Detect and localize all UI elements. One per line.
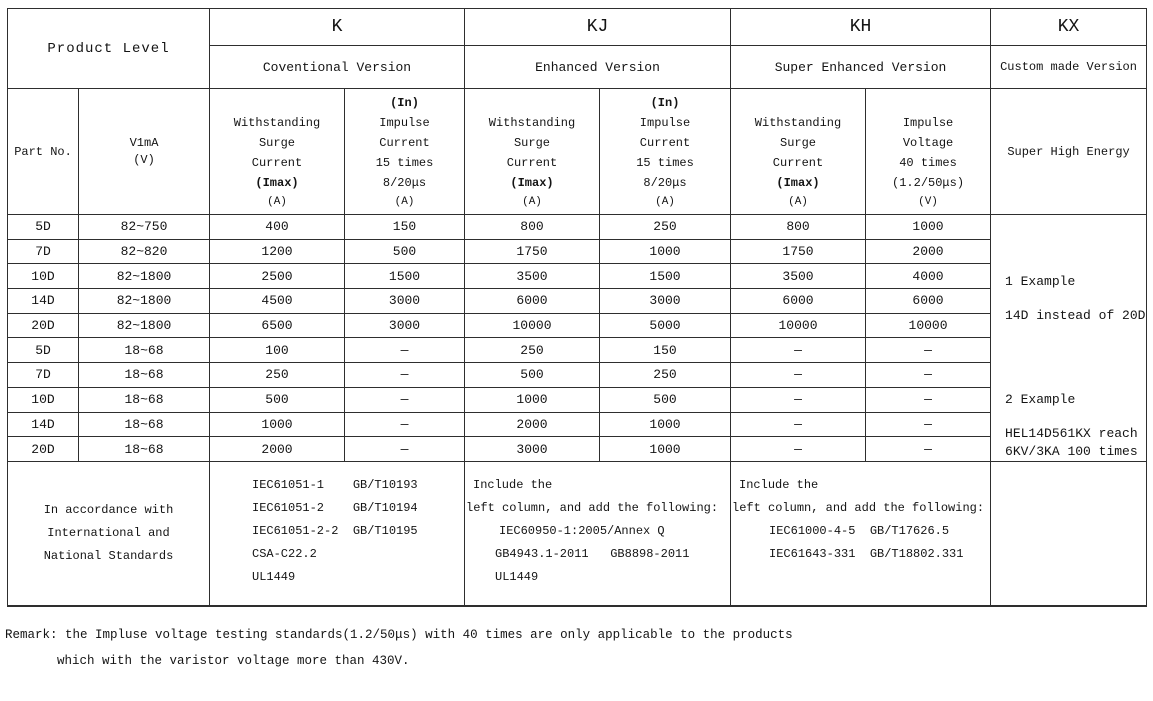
header-line: (1.2/50μs) xyxy=(892,175,965,190)
group-code-kj: KJ xyxy=(465,9,731,46)
table-row xyxy=(8,264,1147,289)
kx-example-line: 14D instead of 20D xyxy=(1005,308,1146,323)
header-unit: (V) xyxy=(918,195,938,208)
value-cell: 100 xyxy=(210,338,345,363)
standard-line: IEC61643-331 GB/T18802.331 xyxy=(769,547,964,561)
kx-examples-cell xyxy=(991,215,1147,462)
table-row xyxy=(8,239,1147,264)
value-cell: 10000 xyxy=(866,313,991,338)
v1ma-line: V1mA xyxy=(129,135,159,150)
value-cell: 3000 xyxy=(345,289,465,314)
v1ma-cell: 18~68 xyxy=(79,437,210,462)
value-cell: 1000 xyxy=(866,215,991,240)
value-cell: — xyxy=(731,387,866,412)
group-code-kh: KH xyxy=(731,9,991,46)
value-cell: 150 xyxy=(345,215,465,240)
kx-energy-header: Super High Energy xyxy=(991,89,1147,215)
header-line: Current xyxy=(772,155,824,170)
version-kh: Super Enhanced Version xyxy=(731,46,991,89)
value-cell: — xyxy=(731,412,866,437)
value-cell: — xyxy=(866,387,991,412)
kx-example-line: HEL14D561KX reach xyxy=(1005,426,1138,441)
product-level-cell: Product Level xyxy=(8,9,210,89)
v1ma-unit: (V) xyxy=(133,152,155,167)
header-line: Impulse xyxy=(902,115,954,130)
version-kx: Custom made Version xyxy=(991,46,1147,89)
standard-line: IEC61051-2 GB/T10194 xyxy=(252,501,418,515)
table-row xyxy=(8,289,1147,314)
value-cell: — xyxy=(731,437,866,462)
standards-label-cell xyxy=(8,462,210,606)
header-line: Current xyxy=(251,155,303,170)
value-cell: 250 xyxy=(600,215,731,240)
value-cell: 3000 xyxy=(465,437,600,462)
k-withstanding-header xyxy=(210,89,345,215)
value-cell: — xyxy=(345,387,465,412)
header-line: Withstanding xyxy=(488,115,576,130)
header-unit: (A) xyxy=(394,195,415,208)
header-line: Withstanding xyxy=(233,115,321,130)
remark-line-2: which with the varistor voltage more than 430V. xyxy=(57,653,410,668)
kj-impulse-current-header xyxy=(600,89,731,215)
standard-line: left column, and add the following: xyxy=(732,501,985,515)
header-line: Impulse xyxy=(379,115,430,130)
value-cell: 1000 xyxy=(600,412,731,437)
standard-line: UL1449 xyxy=(252,570,296,584)
part-no-cell: 10D xyxy=(8,387,79,412)
value-cell: 800 xyxy=(465,215,600,240)
value-cell: 6000 xyxy=(465,289,600,314)
value-cell: 1500 xyxy=(345,264,465,289)
standard-line: Include the xyxy=(739,478,819,492)
header-line: Current xyxy=(639,135,691,150)
header-line: 8/20μs xyxy=(382,175,427,190)
value-cell: 250 xyxy=(465,338,600,363)
value-cell: 2000 xyxy=(866,239,991,264)
v1ma-cell: 82~750 xyxy=(79,215,210,240)
value-cell: 1000 xyxy=(600,437,731,462)
value-cell: 2000 xyxy=(210,437,345,462)
v1ma-header xyxy=(79,89,210,215)
kh-impulse-voltage-header xyxy=(866,89,991,215)
header-unit: (A) xyxy=(522,195,542,208)
part-no-cell: 7D xyxy=(8,239,79,264)
value-cell: 1500 xyxy=(600,264,731,289)
value-cell: 250 xyxy=(210,363,345,388)
standard-line: GB4943.1-2011 GB8898-2011 xyxy=(495,547,690,561)
standard-line: Include the xyxy=(473,478,553,492)
value-cell: — xyxy=(345,437,465,462)
version-kj: Enhanced Version xyxy=(465,46,731,89)
remark-line-1: Remark: the Impluse voltage testing standards(1.2/50μs) with 40 times are only applicable to the products xyxy=(5,627,793,642)
value-cell: 150 xyxy=(600,338,731,363)
header-line: (Imax) xyxy=(776,175,820,190)
value-cell: — xyxy=(345,363,465,388)
header-line: 15 times xyxy=(375,155,434,170)
value-cell: 3500 xyxy=(731,264,866,289)
table-row xyxy=(8,387,1147,412)
header-line: (In) xyxy=(650,95,680,110)
standard-line: IEC61000-4-5 GB/T17626.5 xyxy=(769,524,950,538)
part-no-cell: 20D xyxy=(8,437,79,462)
v1ma-cell: 18~68 xyxy=(79,363,210,388)
standard-line: left column, and add the following: xyxy=(466,501,719,515)
standards-row xyxy=(8,462,1147,606)
value-cell: — xyxy=(345,338,465,363)
kx-example-line: 6KV/3KA 100 times xyxy=(1005,444,1138,459)
v1ma-cell: 82~820 xyxy=(79,239,210,264)
part-no-cell: 5D xyxy=(8,215,79,240)
header-line: Surge xyxy=(780,135,817,150)
value-cell: 5000 xyxy=(600,313,731,338)
header-row-codes xyxy=(8,9,1147,46)
value-cell: 500 xyxy=(465,363,600,388)
value-cell: — xyxy=(866,412,991,437)
value-cell: 500 xyxy=(600,387,731,412)
group-code-k: K xyxy=(210,9,465,46)
k-standards-cell xyxy=(210,462,465,606)
kx-example-line: 2 Example xyxy=(1005,392,1076,407)
value-cell: — xyxy=(866,437,991,462)
value-cell: 3000 xyxy=(345,313,465,338)
k-impulse-current-header xyxy=(345,89,465,215)
value-cell: — xyxy=(866,338,991,363)
standards-label-line: In accordance with xyxy=(43,502,174,517)
table-row xyxy=(8,338,1147,363)
v1ma-cell: 18~68 xyxy=(79,387,210,412)
version-k: Coventional Version xyxy=(210,46,465,89)
value-cell: 6000 xyxy=(731,289,866,314)
part-no-cell: 14D xyxy=(8,412,79,437)
header-unit: (A) xyxy=(655,195,675,208)
part-no-cell: 7D xyxy=(8,363,79,388)
header-line: 8/20μs xyxy=(643,175,687,190)
part-no-header: Part No. xyxy=(8,89,79,215)
table-row xyxy=(8,437,1147,462)
group-code-kx: KX xyxy=(991,9,1147,46)
standards-label-line: International and xyxy=(47,525,170,540)
header-line: Surge xyxy=(513,135,550,150)
data-rows xyxy=(8,215,1147,462)
header-unit: (A) xyxy=(788,195,808,208)
value-cell: 500 xyxy=(210,387,345,412)
header-line: 15 times xyxy=(636,155,694,170)
part-no-cell: 5D xyxy=(8,338,79,363)
product-spec-table xyxy=(7,8,1147,607)
value-cell: 4500 xyxy=(210,289,345,314)
value-cell: 1000 xyxy=(600,239,731,264)
value-cell: 1000 xyxy=(210,412,345,437)
header-line: Withstanding xyxy=(754,115,842,130)
part-no-cell: 10D xyxy=(8,264,79,289)
value-cell: 10000 xyxy=(731,313,866,338)
value-cell: 1200 xyxy=(210,239,345,264)
standard-line: CSA-C22.2 xyxy=(252,547,317,561)
table-row xyxy=(8,313,1147,338)
value-cell: 6500 xyxy=(210,313,345,338)
v1ma-cell: 18~68 xyxy=(79,338,210,363)
value-cell: — xyxy=(731,338,866,363)
header-line: Current xyxy=(379,135,430,150)
value-cell: 10000 xyxy=(465,313,600,338)
part-no-cell: 20D xyxy=(8,313,79,338)
kx-example-line: 1 Example xyxy=(1005,274,1076,289)
header-line: Surge xyxy=(258,135,295,150)
remark xyxy=(5,622,1153,674)
table-row xyxy=(8,215,1147,240)
header-line: (Imax) xyxy=(510,175,554,190)
value-cell: — xyxy=(731,363,866,388)
value-cell: 1000 xyxy=(465,387,600,412)
header-line: Voltage xyxy=(902,135,954,150)
value-cell: 250 xyxy=(600,363,731,388)
value-cell: — xyxy=(866,363,991,388)
value-cell: 800 xyxy=(731,215,866,240)
v1ma-cell: 82~1800 xyxy=(79,313,210,338)
header-line: (Imax) xyxy=(255,175,299,190)
value-cell: 4000 xyxy=(866,264,991,289)
kj-withstanding-header xyxy=(465,89,600,215)
value-cell: — xyxy=(345,412,465,437)
table-row xyxy=(8,412,1147,437)
header-line: 40 times xyxy=(899,155,957,170)
header-line: (In) xyxy=(390,95,419,110)
value-cell: 6000 xyxy=(866,289,991,314)
value-cell: 2000 xyxy=(465,412,600,437)
value-cell: 500 xyxy=(345,239,465,264)
v1ma-cell: 82~1800 xyxy=(79,289,210,314)
value-cell: 400 xyxy=(210,215,345,240)
part-no-cell: 14D xyxy=(8,289,79,314)
kj-standards-cell xyxy=(465,462,731,606)
kh-withstanding-header xyxy=(731,89,866,215)
header-row-columns xyxy=(8,89,1147,215)
value-cell: 2500 xyxy=(210,264,345,289)
table-row xyxy=(8,363,1147,388)
standards-label-line: National Standards xyxy=(43,548,174,563)
value-cell: 1750 xyxy=(731,239,866,264)
value-cell: 3000 xyxy=(600,289,731,314)
v1ma-cell: 18~68 xyxy=(79,412,210,437)
kh-standards-cell xyxy=(731,462,991,606)
value-cell: 1750 xyxy=(465,239,600,264)
header-line: Current xyxy=(506,155,558,170)
v1ma-cell: 82~1800 xyxy=(79,264,210,289)
header-unit: (A) xyxy=(267,195,287,208)
value-cell: 3500 xyxy=(465,264,600,289)
standard-line: IEC60950-1:2005/Annex Q xyxy=(499,524,665,538)
header-line: Impulse xyxy=(639,115,691,130)
standard-line: UL1449 xyxy=(495,570,539,584)
standard-line: IEC61051-2-2 GB/T10195 xyxy=(252,524,418,538)
standard-line: IEC61051-1 GB/T10193 xyxy=(252,478,418,492)
